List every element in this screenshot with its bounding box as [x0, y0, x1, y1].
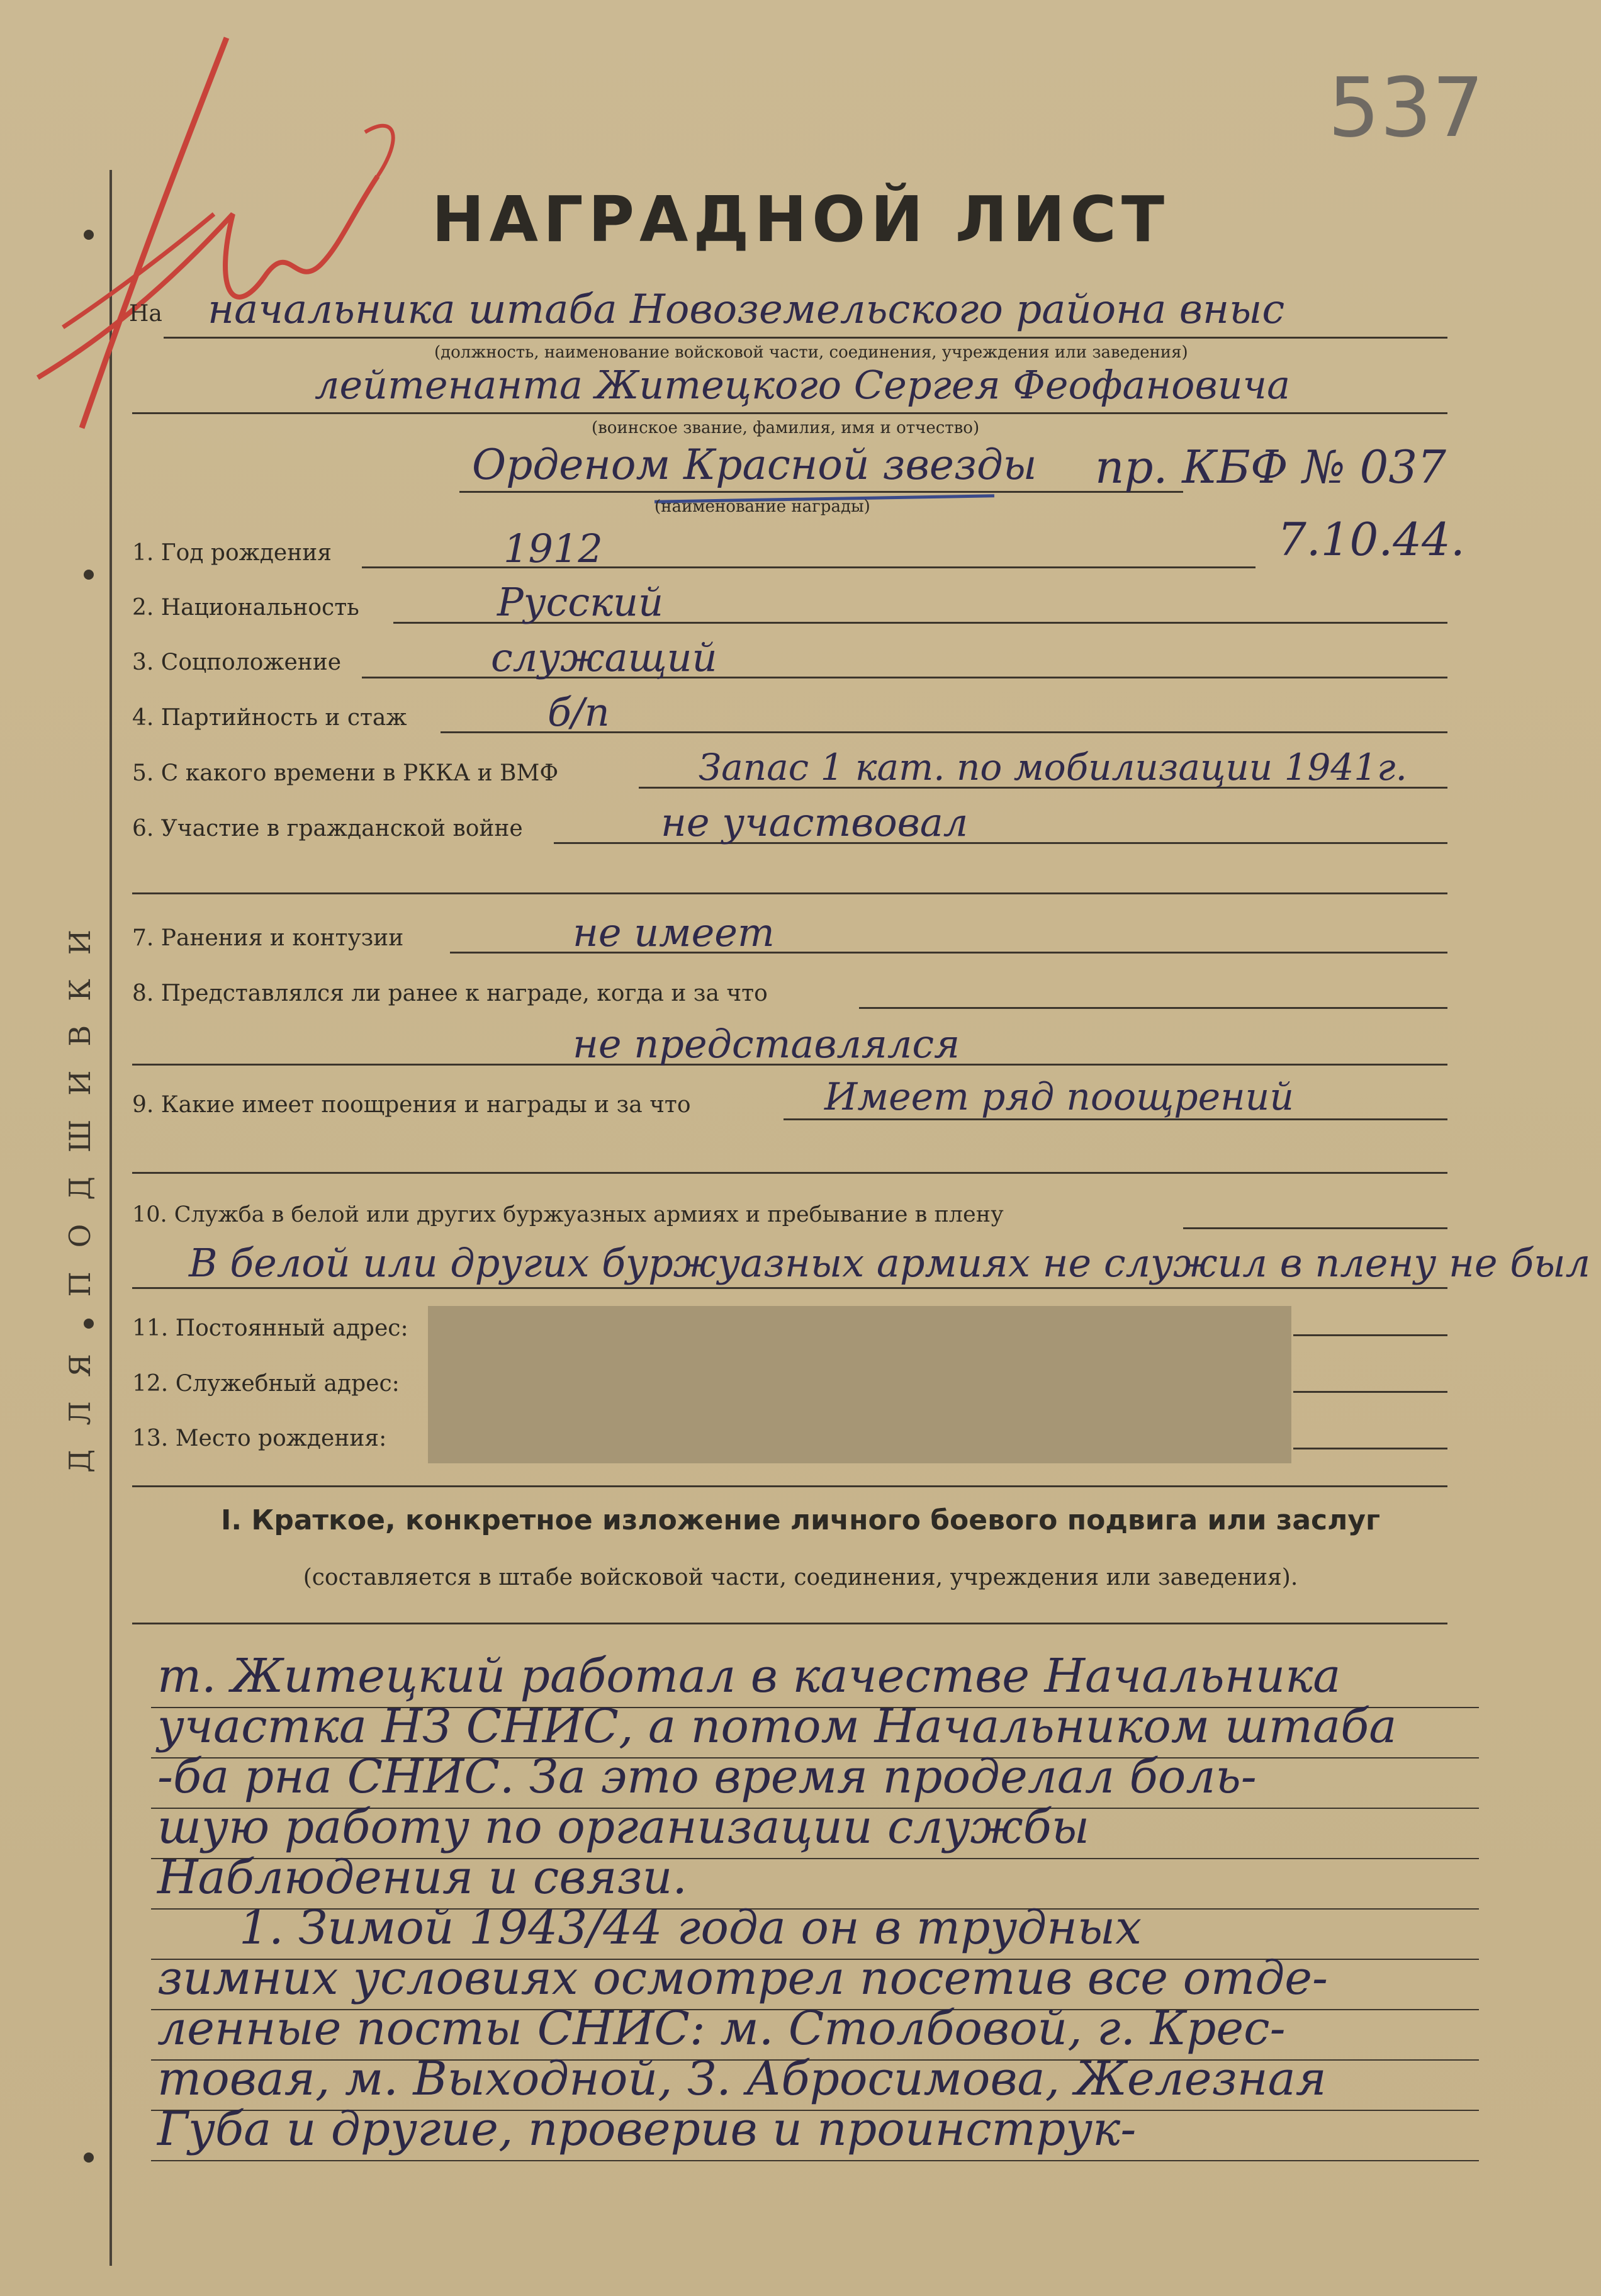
field-label: 3. Соцположение — [132, 650, 342, 675]
field-label: 2. Национальность — [132, 595, 359, 621]
field-label: 10. Служба в белой или других буржуазных армиях и пребывание в плену — [132, 1202, 1004, 1227]
to-prefix: На — [129, 301, 162, 327]
binding-hole — [84, 2152, 94, 2163]
document-title: НАГРАДНОЙ ЛИСТ — [431, 183, 1170, 256]
order-note: пр. КБФ № 037 — [1095, 441, 1446, 493]
position-caption: (должность, наименование войсковой части, соединения, учреждения или заведения) — [434, 343, 1188, 362]
field-value: Запас 1 кат. по мобилизации 1941г. — [699, 746, 1407, 789]
field-line — [1293, 1448, 1447, 1449]
field-label: 12. Служебный адрес: — [132, 1371, 400, 1397]
order-date: 7.10.44. — [1278, 513, 1465, 566]
field-label: 8. Представлялся ли ранее к награде, когда и за что — [132, 981, 768, 1006]
section-rule — [132, 1623, 1447, 1624]
position-handwritten: начальника штаба Новоземельского района вныс — [208, 286, 1285, 333]
field-line-continuation — [132, 1172, 1447, 1174]
name-handwritten: лейтенанта Житецкого Сергея Феофановича — [315, 362, 1291, 408]
narrative-line: товая, м. Выходной, З. Абросимова, Железная — [157, 2052, 1327, 2106]
award-line — [459, 491, 1183, 493]
field-label: 4. Партийность и стаж — [132, 705, 407, 731]
field-line-continuation — [132, 892, 1447, 894]
section-title: I. Краткое, конкретное изложение личного боевого подвига или заслуг — [221, 1504, 1380, 1536]
field-value: Имеет ряд поощрений — [824, 1075, 1294, 1119]
award-handwritten: Орденом Красной звезды — [472, 441, 1037, 489]
name-line — [132, 412, 1447, 414]
field-line — [1293, 1334, 1447, 1336]
narrative-line: ленные посты СНИС: м. Столбовой, г. Крес- — [157, 2001, 1286, 2056]
field-line-continuation — [132, 1287, 1447, 1289]
field-value: не участвовал — [661, 799, 969, 845]
narrative-line: т. Житецкий работал в качестве Начальника — [157, 1649, 1341, 1703]
field-value: не имеет — [573, 909, 775, 955]
field-label: 9. Какие имеет поощрения и награды и за что — [132, 1092, 691, 1118]
field-label: 13. Место рождения: — [132, 1426, 387, 1451]
narrative-line: участка НЗ СНИС, а потом Начальником штаба — [157, 1699, 1397, 1753]
field-value: 1912 — [503, 526, 603, 571]
writing-line — [151, 2160, 1479, 2161]
narrative-line: -ба рна СНИС. За это время проделал боль- — [157, 1750, 1257, 1804]
field-value: служащий — [491, 634, 717, 680]
narrative-line: 1. Зимой 1943/44 года он в трудных — [239, 1901, 1142, 1955]
redacted-area — [428, 1306, 1291, 1463]
narrative-line: Наблюдения и связи. — [157, 1850, 687, 1905]
field-line — [362, 566, 1256, 568]
archive-number: 537 — [1328, 60, 1485, 155]
field-line — [1183, 1227, 1447, 1229]
narrative-line: Губа и другие, проверив и проинструк- — [157, 2102, 1137, 2156]
name-caption: (воинское звание, фамилия, имя и отчество) — [592, 419, 980, 437]
field-line — [859, 1007, 1447, 1009]
section-divider — [132, 1485, 1447, 1487]
field-label: 6. Участие в гражданской войне — [132, 816, 523, 841]
section-subtitle: (составляется в штабе войсковой части, соединения, учреждения или заведения). — [303, 1565, 1298, 1590]
field-value: В белой или других буржуазных армиях не служил в плену не был — [189, 1240, 1591, 1286]
field-label: 5. С какого времени в РККА и ВМФ — [132, 760, 559, 786]
field-label: 11. Постоянный адрес: — [132, 1315, 408, 1341]
field-line — [1293, 1391, 1447, 1393]
narrative-line: шую работу по организации службы — [157, 1800, 1090, 1854]
field-value: не представлялся — [573, 1021, 960, 1067]
field-label: 1. Год рождения — [132, 540, 332, 566]
margin-binding-line — [110, 170, 112, 2266]
award-caption: (наименование награды) — [654, 497, 870, 516]
field-value: б/п — [548, 689, 610, 735]
field-label: 7. Ранения и контузии — [132, 925, 404, 951]
narrative-line: зимних условиях осмотрел посетив все отде- — [157, 1951, 1329, 2005]
position-line — [164, 337, 1447, 339]
side-margin-text: ДЛЯ ПОДШИВКИ — [63, 906, 97, 1473]
binding-hole — [84, 570, 94, 580]
field-value: Русский — [497, 579, 664, 625]
